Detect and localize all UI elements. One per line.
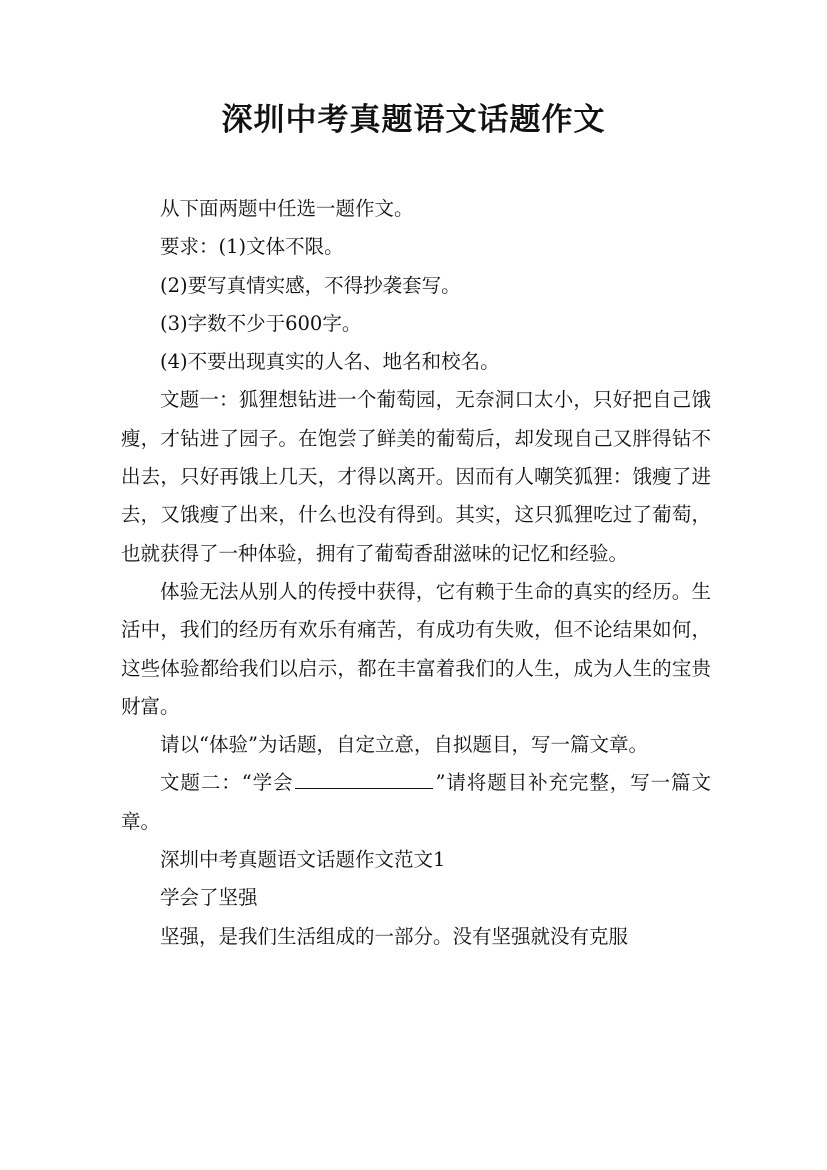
essay-heading: 深圳中考真题语文话题作文范文1 [160,848,446,872]
paragraph-requirement-1: 要求：(1)文体不限。 [160,235,344,259]
prompt-2-end: ”请将题目补充完整，写一篇文章。 [121,771,711,833]
paragraph-prompt-2 [121,764,711,841]
document-title: 深圳中考真题语文话题作文 [221,102,606,138]
paragraph-requirement-4: (4)不要出现真实的人名、地名和校名。 [160,350,500,374]
prompt-2-start: 文题二：“学会 [160,771,294,795]
paragraph-instructions: 从下面两题中任选一题作文。 [160,197,414,220]
paragraph-requirement-2: (2)要写真情实感，不得抄袭套写。 [160,273,461,297]
essay-title: 学会了坚强 [160,886,258,910]
paragraph-prompt-1-task: 请以“体验”为话题，自定立意，自拟题目，写一篇文章。 [160,733,648,757]
paragraph-prompt-1: 文题一：狐狸想钻进一个葡萄园，无奈洞口太小，只好把自己饿瘦，才钻进了园子。在饱尝了鲜美的葡萄后，却发现自己又胖得钻不出去，只好再饿上几天，才得以离开。因而有人嘲笑狐狸：饿瘦了进去，又饿瘦了出来，什么也没有得到。其实，这只狐狸吃过了葡萄，也就获得了一种体验，拥有了葡萄香甜滋味的记忆和经验。 [121,388,711,565]
paragraph-requirement-3: (3)字数不少于600字。 [160,311,362,335]
essay-first-line: 坚强，是我们生活组成的一部分。没有坚强就没有克服 [160,924,629,948]
document-body [121,190,711,956]
paragraph-prompt-1-explanation: 体验无法从别人的传授中获得，它有赖于生命的真实的经历。生活中，我们的经历有欢乐有痛苦，有成功有失败，但不论结果如何，这些体验都给我们以启示，都在丰富着我们的人生，成为人生的宝贵财富。 [121,579,711,718]
fill-in-blank [295,787,433,789]
